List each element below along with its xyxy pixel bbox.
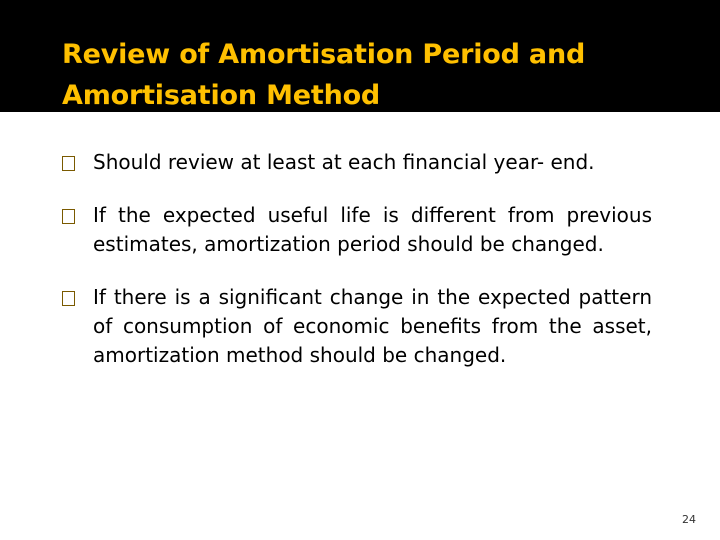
bullet-item-useful-life-change: [62, 201, 652, 259]
slide-title: [62, 34, 585, 116]
title-bar: [0, 0, 720, 112]
bullet-text: Should review at least at each financial year- end.: [93, 150, 595, 174]
bullet-list: [62, 148, 652, 394]
slide-title-line-1: Review of Amortisation Period and: [62, 39, 586, 70]
page-number: 24: [682, 513, 696, 526]
bullet-text: If there is a significant change in the expected pattern of consumption of economic benefits from the asset, amortization method should be changed.: [93, 285, 652, 367]
bullet-item-consumption-pattern-change: [62, 283, 652, 370]
slide-title-line-2: Amortisation Method: [62, 80, 381, 111]
bullet-text: If the expected useful life is different from previous estimates, amortization period should be changed.: [93, 203, 652, 256]
checkbox-bullet-icon: [62, 156, 75, 171]
bullet-item-review-each-year: [62, 148, 652, 177]
checkbox-bullet-icon: [62, 291, 75, 306]
checkbox-bullet-icon: [62, 209, 75, 224]
